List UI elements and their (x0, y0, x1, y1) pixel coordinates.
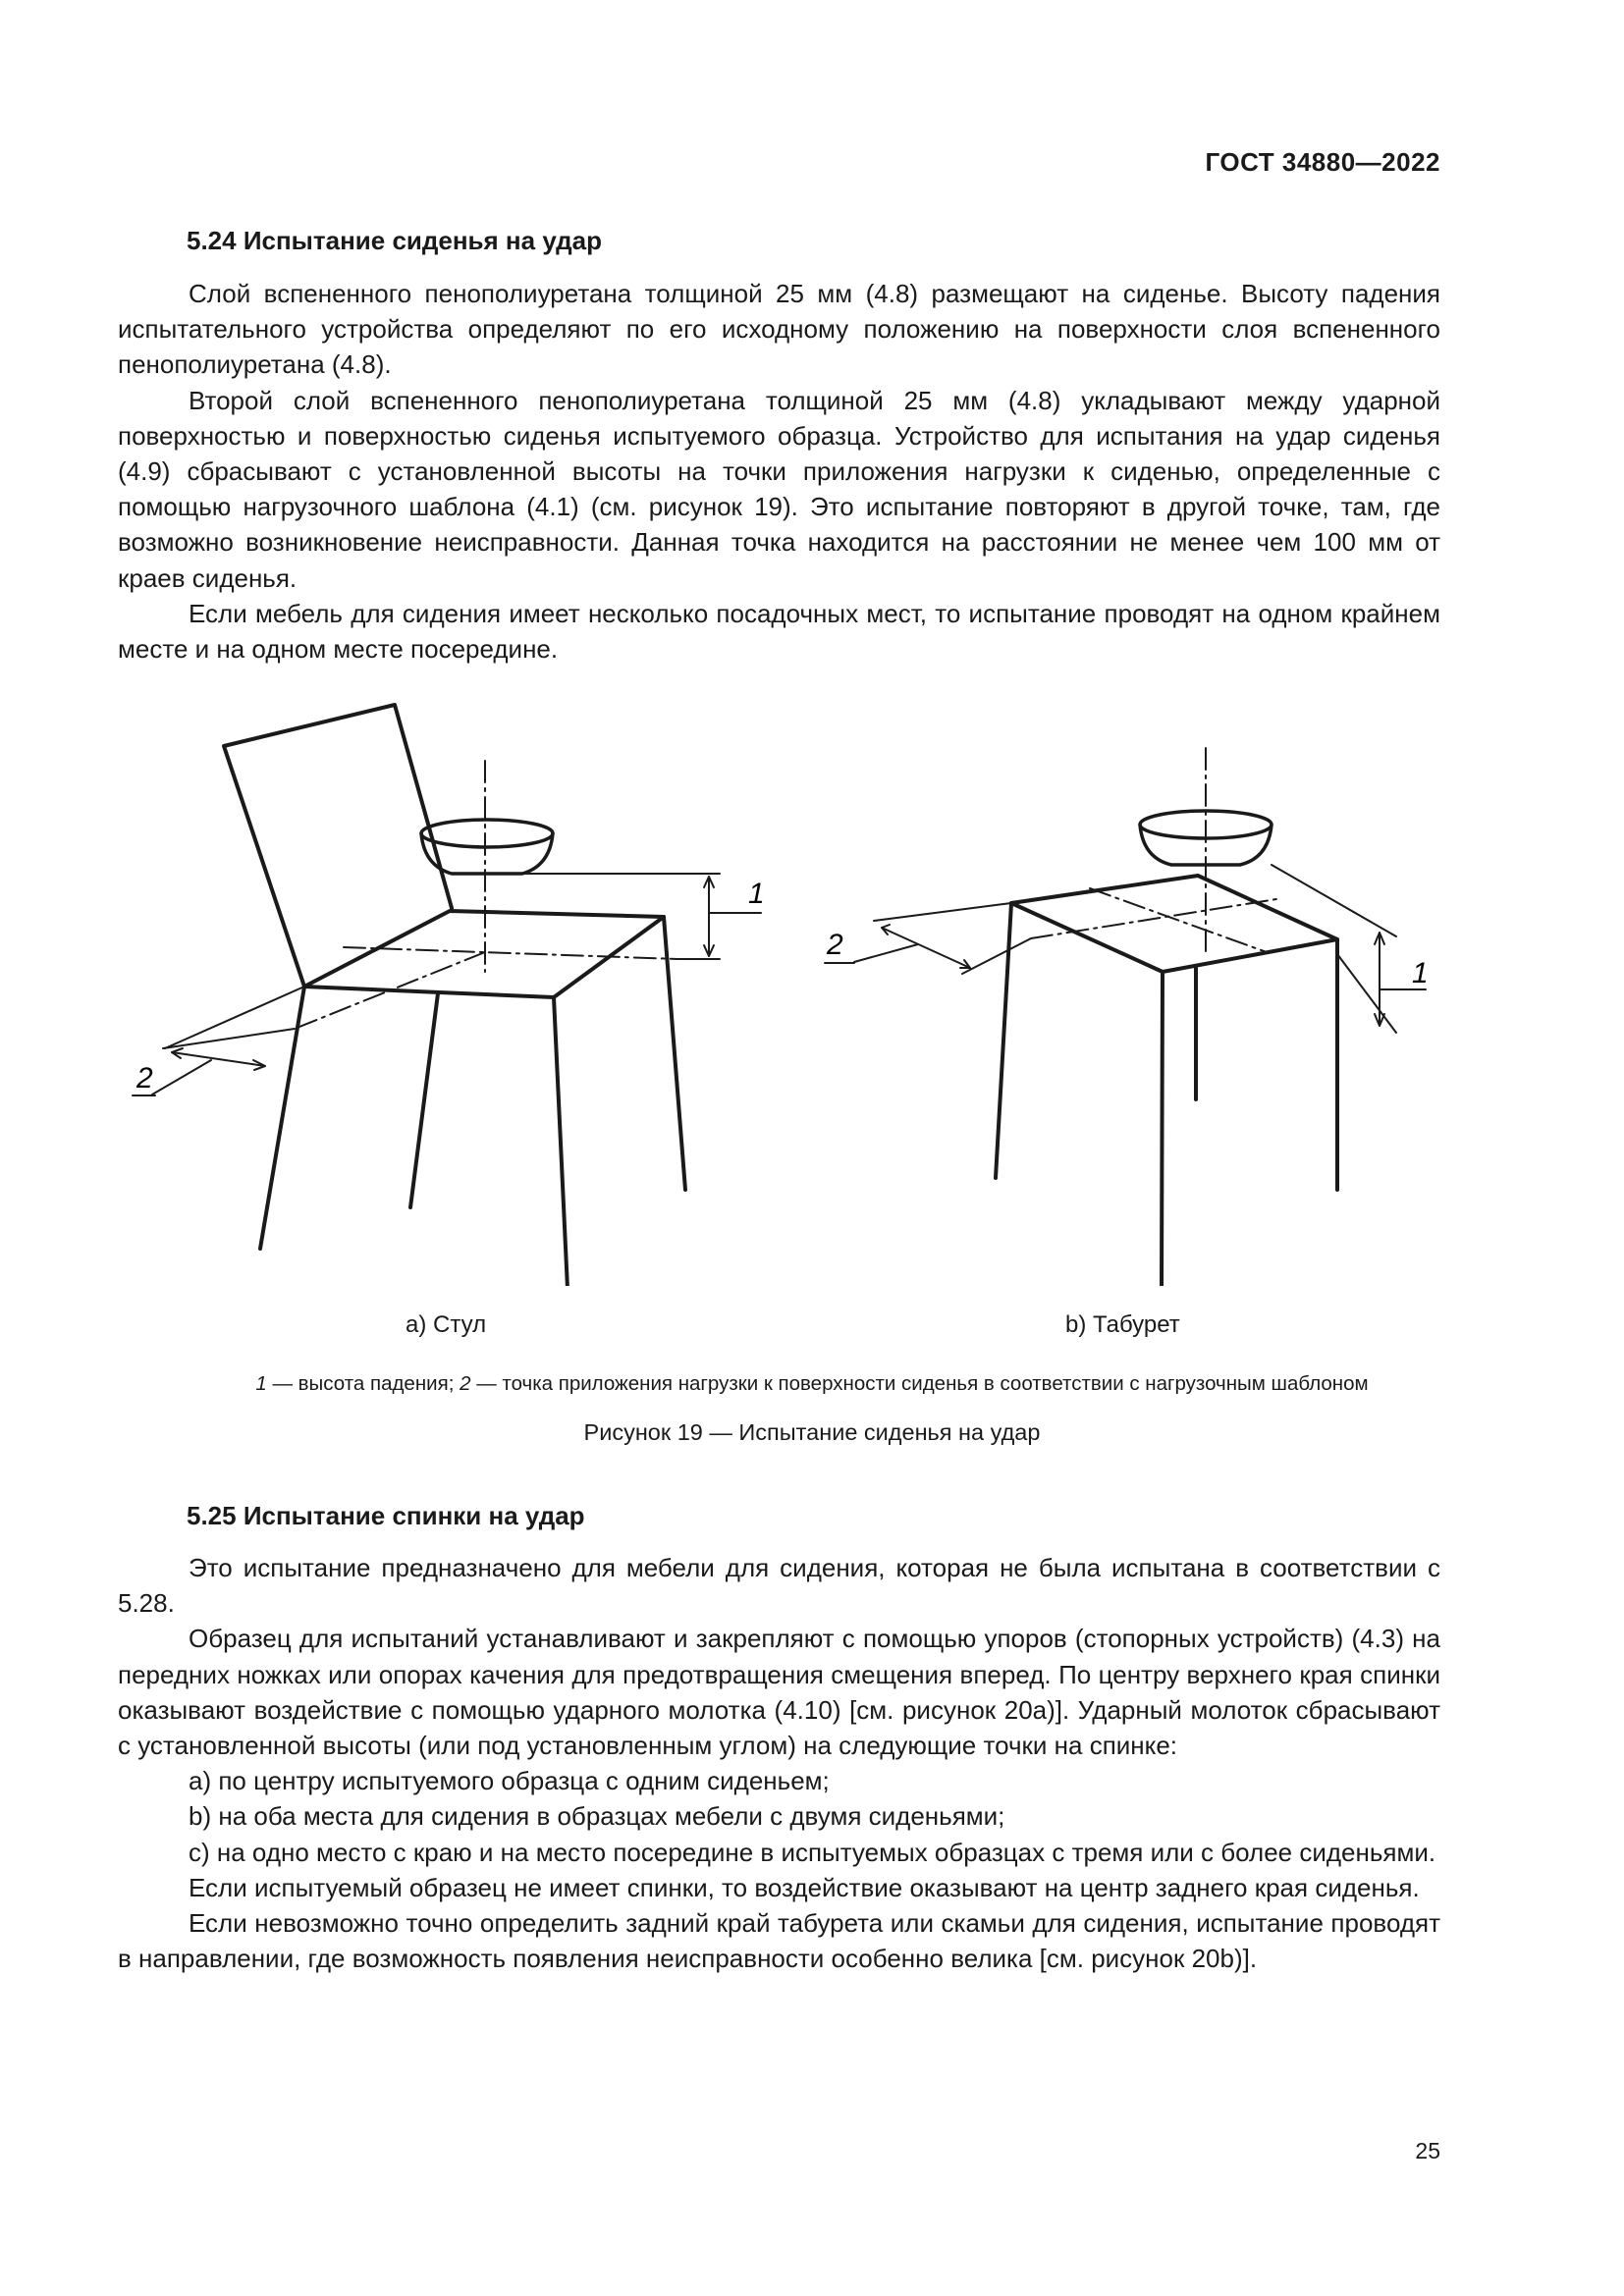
figure-legend (0, 1372, 1624, 1396)
stool-drawing (825, 748, 1426, 1286)
legend-num-2: 2 (460, 1372, 471, 1395)
paragraph: Слой вспененного пенополиуретана толщиной 25 мм (4.8) размещают на сиденье. Высоту падения испытательного устройства определяют по его исходному положению на поверхности слоя вспененного пенополиуретана (4.8). (118, 279, 1440, 380)
paragraph: Это испытание предназначено для мебели для сидения, которая не была испытана в соответствии с 5.28. (118, 1553, 1440, 1619)
section-5-24-body (118, 276, 1440, 667)
section-5-25-body (118, 1550, 1440, 1976)
document-code: ГОСТ 34880—2022 (1205, 147, 1440, 177)
label-2-stool: 2 (827, 929, 843, 961)
figure-title: Рисунок 19 — Испытание сиденья на удар (583, 1419, 1041, 1445)
label-1-chair: 1 (748, 878, 765, 910)
paragraph: Если невозможно точно определить задний край табурета или скамьи для сидения, испытание проводят в направлении, где возможность появления неисправности особенно велика [см. рисунок 20b)]. (118, 1908, 1440, 1974)
paragraph: Второй слой вспененного пенополиуретана толщиной 25 мм (4.8) укладывают между ударной поверхностью и поверхностью сиденья испытуемого образца. Устройство для испытания на удар сиденья (4.9) сбрасывают с установленной высоты на точки приложения нагрузки к сиденью, определенные с помощью нагрузочного шаблона (4.1) (см. рисунок 19). Это испытание повторяют в другой точке, там, где возможно возникновение неисправности. Данная точка находится на расстоянии не менее чем 100 мм от краев сиденья. (118, 385, 1440, 593)
label-1-stool: 1 (1412, 957, 1429, 989)
page-number: 25 (1415, 2138, 1440, 2163)
section-5-24-title: 5.24 Испытание сиденья на удар (187, 226, 602, 255)
list-item-c: с) на одно место с краю и на место посередине в испытуемых образцах с тремя или с более сиденьями. (189, 1837, 1436, 1867)
list-item-a: а) по центру испытуемого образца с одним сиденьем; (189, 1766, 830, 1796)
figure-19-drawing (0, 677, 1624, 1286)
legend-num-1: 1 (255, 1372, 267, 1395)
section-5-25-title: 5.25 Испытание спинки на удар (187, 1501, 585, 1530)
figure-19 (0, 677, 1624, 1286)
list-item-b: b) на оба места для сидения в образцах мебели с двумя сиденьями; (189, 1801, 1005, 1832)
caption-b: b) Табурет (1065, 1311, 1180, 1338)
paragraph: Образец для испытаний устанавливают и закрепляют с помощью упоров (стопорных устройств) (4.3) на передних ножках или опорах качения для предотвращения смещения вперед. По центру верхнего края спинки оказывают воздействие с помощью ударного молотка (4.10) [см. рисунок 20a)]. Ударный молоток сбрасывают с установленной высоты (или под установленным углом) на следующие точки на спинке: (118, 1624, 1440, 1761)
chair-drawing (133, 705, 761, 1286)
paragraph: Если испытуемый образец не имеет спинки, то воздействие оказывают на центр заднего края сиденья. (189, 1872, 1420, 1902)
legend-text-2: — точка приложения нагрузки к поверхности сиденья в соответствии с нагрузочным шаблоном (470, 1372, 1369, 1395)
caption-a: a) Стул (406, 1311, 487, 1338)
label-2-chair: 2 (136, 1062, 153, 1095)
paragraph: Если мебель для сидения имеет несколько посадочных мест, то испытание проводят на одном крайнем месте и на одном месте посередине. (118, 598, 1440, 665)
legend-text-1: — высота падения; (266, 1372, 460, 1395)
